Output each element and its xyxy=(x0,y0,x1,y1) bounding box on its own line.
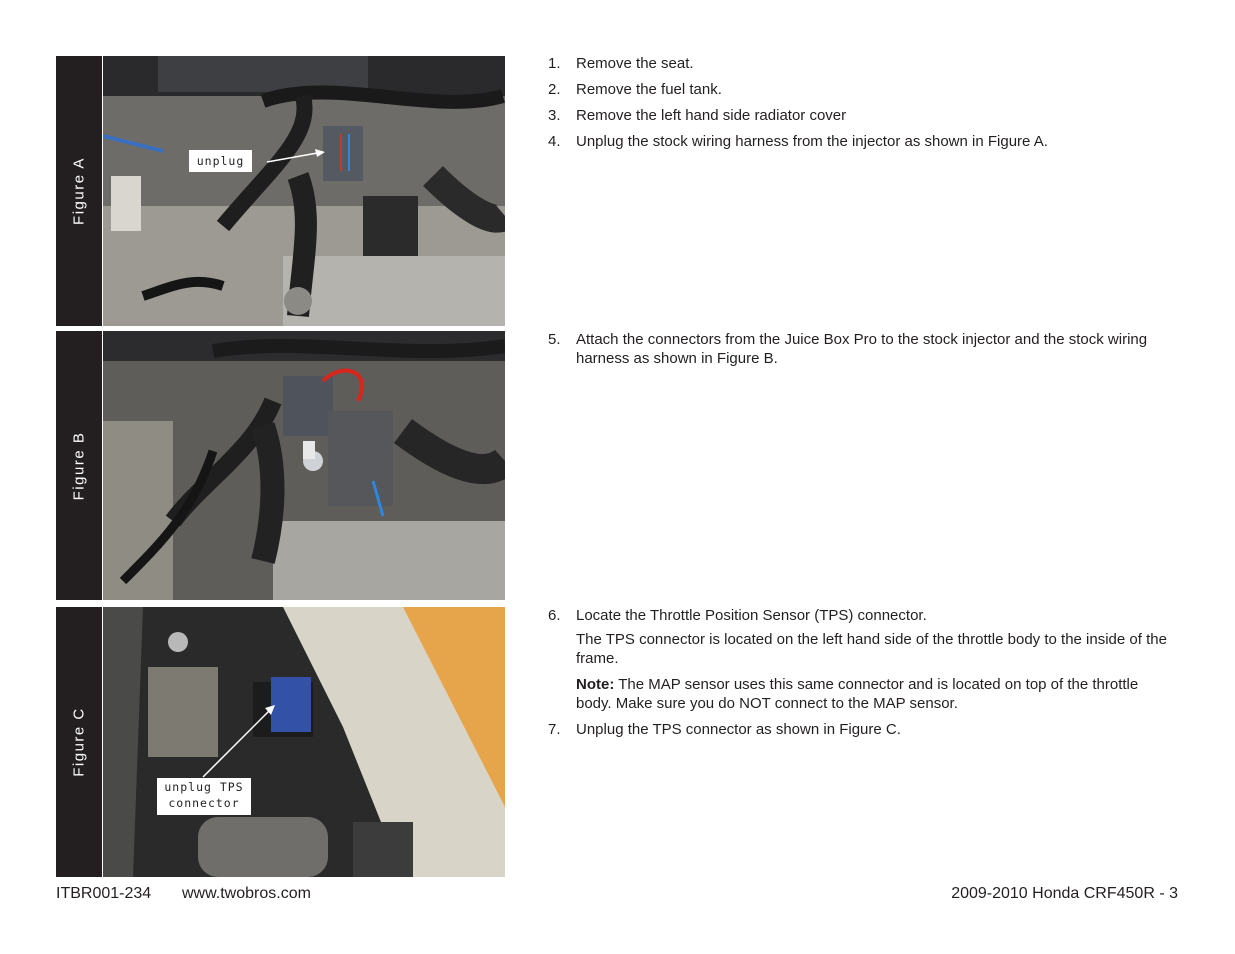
note-text: The MAP sensor uses this same connector and is located on top of the throttle body. Make sure you do NOT connect to the MAP sensor. xyxy=(576,676,1139,712)
figure-b-label: Figure B xyxy=(70,431,88,500)
figure-c-callout-line-2: connector xyxy=(168,796,240,810)
step-4-text: Unplug the stock wiring harness from the injector as shown in Figure A. xyxy=(576,133,1048,150)
footer-website[interactable]: www.twobros.com xyxy=(182,885,311,902)
figure-c-label-bar xyxy=(56,607,102,877)
figure-b-label-bar xyxy=(56,331,102,600)
figure-a-label-bar xyxy=(56,56,102,326)
step-2 xyxy=(548,80,1168,99)
figure-b-photo xyxy=(103,331,505,600)
figure-a xyxy=(56,56,505,326)
step-4 xyxy=(548,132,1168,151)
step-2-text: Remove the fuel tank. xyxy=(576,81,722,98)
figure-a-photo xyxy=(103,56,505,326)
step-6-text: Locate the Throttle Position Sensor (TPS) connector. xyxy=(576,607,927,624)
step-7-number: 7. xyxy=(548,721,561,738)
figure-c-photo xyxy=(103,607,505,877)
figure-c-callout-line-1: unplug TPS xyxy=(164,780,244,794)
step-6 xyxy=(548,606,1168,625)
step-6-number: 6. xyxy=(548,607,561,624)
step-3 xyxy=(548,106,1168,125)
note-label: Note: xyxy=(576,676,615,693)
step-5-number: 5. xyxy=(548,331,561,348)
figure-c xyxy=(56,607,505,877)
step-6-note xyxy=(576,676,1176,713)
figure-b xyxy=(56,331,505,600)
step-4-number: 4. xyxy=(548,133,561,150)
figure-a-label: Figure A xyxy=(70,157,88,225)
step-5-text: Attach the connectors from the Juice Box Pro to the stock injector and the stock wiring harness as shown in Figure B. xyxy=(576,331,1148,367)
figure-c-label: Figure C xyxy=(70,707,88,777)
step-7-text: Unplug the TPS connector as shown in Figure C. xyxy=(576,721,901,738)
step-3-text: Remove the left hand side radiator cover xyxy=(576,107,847,124)
step-1-number: 1. xyxy=(548,55,561,72)
figure-a-callout: unplug xyxy=(189,150,252,172)
step-1 xyxy=(548,54,1168,73)
step-2-number: 2. xyxy=(548,81,561,98)
footer-doc-code: ITBR001-234 xyxy=(56,885,152,902)
step-7 xyxy=(548,720,1168,739)
figure-c-callout xyxy=(157,778,251,815)
step-3-number: 3. xyxy=(548,107,561,124)
step-1-text: Remove the seat. xyxy=(576,55,694,72)
step-6-detail: The TPS connector is located on the left hand side of the throttle body to the inside of the frame. xyxy=(576,631,1167,667)
footer-model-page: 2009-2010 Honda CRF450R - 3 xyxy=(951,885,1178,902)
step-5 xyxy=(548,330,1168,368)
